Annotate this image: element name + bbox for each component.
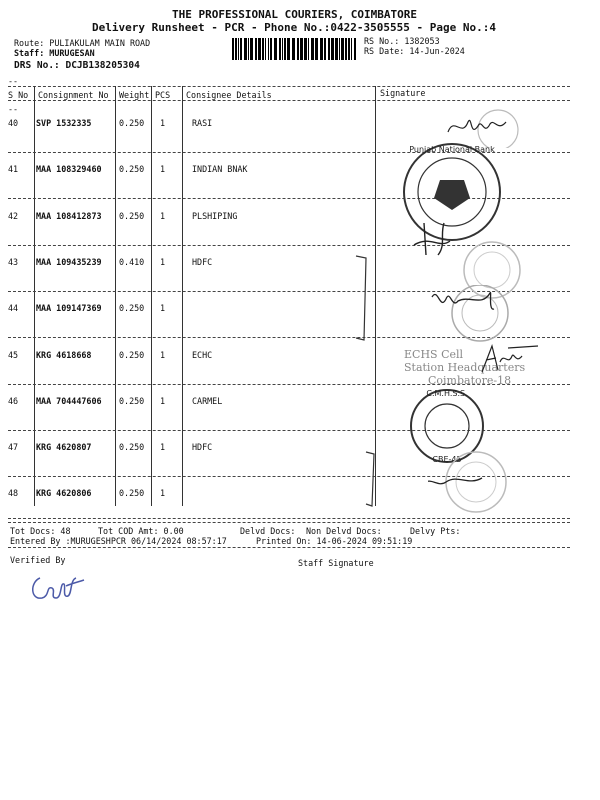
bracket-mark-1: [352, 254, 372, 344]
row-consignment-no: MAA 704447606: [36, 395, 102, 406]
barcode-bar: [351, 38, 352, 60]
barcode-bar: [232, 38, 234, 60]
row-pcs: 1: [160, 442, 166, 453]
row-weight: 0.250: [119, 488, 145, 499]
barcode-bar: [240, 38, 242, 60]
row-consignment-no: MAA 109435239: [36, 256, 102, 267]
row-weight: 0.250: [119, 303, 145, 314]
col-signature: Signature: [380, 88, 426, 98]
barcode-bar: [250, 38, 253, 60]
rs-number: RS No.: 1382053: [364, 36, 440, 46]
barcode-bar: [341, 38, 344, 60]
barcode-bar: [339, 38, 340, 60]
row-consignee: CARMEL: [192, 395, 223, 406]
row-sno: 40: [8, 118, 19, 128]
header-top-rule: [8, 86, 570, 87]
row-weight: 0.410: [119, 256, 145, 267]
hdfc-stamp-3: [428, 448, 513, 518]
col-weight: Weight: [119, 90, 150, 100]
barcode-bar: [304, 38, 307, 60]
echs-line-2: Station Headquarters: [404, 361, 526, 374]
row-sno: 44: [8, 303, 19, 314]
row-consignee: ECHC: [192, 349, 213, 360]
barcode-bar: [297, 38, 299, 60]
barcode-bar: [354, 38, 356, 60]
barcode-bar: [335, 38, 338, 60]
verified-by: Verified By: [10, 555, 66, 565]
tot-docs: Tot Docs: 48: [10, 526, 71, 536]
divider-4: [182, 86, 183, 506]
row-consignment-no: MAA 109147369: [36, 303, 102, 314]
row-sno: 42: [8, 210, 19, 221]
row-consignment-no: SVP 1532335: [36, 118, 92, 128]
barcode-bar: [282, 38, 283, 60]
row-consignee: INDIAN BNAK: [192, 164, 248, 175]
footer-rule-2: [8, 547, 570, 548]
barcode-bar: [279, 38, 281, 60]
school-stamp-code: CBE-45: [432, 455, 462, 464]
header-bottom-rule: [8, 100, 570, 101]
row-pcs: 1: [160, 118, 166, 128]
school-stamp-text: C.M.H.S.S.: [426, 389, 468, 398]
row-sno: 47: [8, 442, 19, 453]
row-pcs: 1: [160, 395, 166, 406]
divider-2: [115, 86, 116, 506]
row-sno: 48: [8, 488, 19, 499]
row-weight: 0.250: [119, 395, 145, 406]
echs-line-1: ECHS Cell: [404, 348, 464, 361]
entered-by: Entered By :MURUGESHPCR 06/14/2024 08:57:17: [10, 536, 227, 546]
barcode-bar: [324, 38, 326, 60]
divider-1: [34, 86, 35, 506]
barcode-bar: [244, 38, 247, 60]
row-pcs: 1: [160, 210, 166, 221]
row-weight: 0.250: [119, 442, 145, 453]
barcode-bar: [345, 38, 347, 60]
barcode-bar: [255, 38, 257, 60]
col-consignment: Consignment No: [38, 90, 109, 100]
route-label: Route: PULIAKULAM MAIN ROAD: [14, 38, 151, 48]
row-consignment-no: MAA 108412873: [36, 210, 102, 221]
row-sno: 45: [8, 349, 19, 360]
barcode-bar: [274, 38, 277, 60]
bracket-mark-2: [362, 450, 382, 510]
row-pcs: 1: [160, 303, 166, 314]
row-consignee: RASI: [192, 118, 213, 128]
row-sno: 46: [8, 395, 19, 406]
dots-2: --: [8, 104, 19, 114]
barcode-bar: [238, 38, 239, 60]
row-consignment-no: KRG 4620806: [36, 488, 92, 499]
row-pcs: 1: [160, 488, 166, 499]
row-pcs: 1: [160, 164, 166, 175]
tot-cod: Tot COD Amt: 0.00: [98, 526, 184, 536]
barcode-bar: [284, 38, 286, 60]
verified-signature: [26, 568, 96, 608]
col-consignee: Consignee Details: [186, 90, 272, 100]
barcode-bar: [331, 38, 334, 60]
row-pcs: 1: [160, 256, 166, 267]
col-sno: S No: [8, 90, 29, 100]
row-weight: 0.250: [119, 349, 145, 360]
dots-1: --: [8, 76, 19, 86]
row-sno: 43: [8, 256, 19, 267]
barcode-bar: [328, 38, 330, 60]
row-weight: 0.250: [119, 118, 145, 128]
barcode-bar: [248, 38, 249, 60]
row-consignee: HDFC: [192, 442, 213, 453]
barcode-bar: [348, 38, 350, 60]
barcode-bar: [300, 38, 303, 60]
row-consignee: PLSHIPING: [192, 210, 238, 221]
non-delvd-docs: Non Delvd Docs:: [306, 526, 382, 536]
footer-rule: [8, 518, 570, 519]
staff-signature: Staff Signature: [298, 558, 374, 568]
row-consignment-no: MAA 108329460: [36, 164, 102, 175]
company-title: THE PROFESSIONAL COURIERS, COIMBATORE: [172, 8, 418, 21]
row-consignee: HDFC: [192, 256, 213, 267]
staff-label: Staff: MURUGESAN: [14, 48, 95, 58]
hdfc-stamp-2: [430, 285, 515, 345]
barcode-bar: [258, 38, 261, 60]
barcode-bar: [268, 38, 269, 60]
divider-3: [151, 86, 152, 506]
echs-line-3: Coimbatore-18: [428, 374, 512, 387]
row-pcs: 1: [160, 349, 166, 360]
row-weight: 0.250: [119, 164, 145, 175]
barcode-bar: [315, 38, 318, 60]
barcode-bar: [292, 38, 295, 60]
barcode-bar: [235, 38, 237, 60]
rs-date: RS Date: 14-Jun-2024: [364, 46, 465, 56]
delvy-pts: Delvy Pts:: [410, 526, 461, 536]
delvd-docs: Delvd Docs:: [240, 526, 296, 536]
divider-5: [375, 86, 376, 506]
row-consignment-no: KRG 4618668: [36, 349, 92, 360]
bank-stamp-text: Punjab National Bank: [409, 145, 495, 154]
barcode-bar: [308, 38, 309, 60]
barcode-bar: [265, 38, 266, 60]
row-consignment-no: KRG 4620807: [36, 442, 92, 453]
barcode-bar: [287, 38, 290, 60]
barcode-bar: [311, 38, 314, 60]
runsheet-title: Delivery Runsheet - PCR - Phone No.:0422-3505555 - Page No.:4: [92, 21, 496, 34]
row-weight: 0.250: [119, 210, 145, 221]
col-pcs: PCS: [155, 90, 171, 100]
row-sno: 41: [8, 164, 19, 175]
barcode-bar: [320, 38, 323, 60]
signature-row-45: [478, 342, 548, 376]
printed-on: Printed On: 14-06-2024 09:51:19: [256, 536, 413, 546]
row-divider: [8, 522, 570, 523]
barcode: [232, 38, 356, 60]
barcode-bar: [262, 38, 264, 60]
barcode-bar: [270, 38, 272, 60]
drs-number: DRS No.: DCJB138205304: [14, 60, 140, 71]
